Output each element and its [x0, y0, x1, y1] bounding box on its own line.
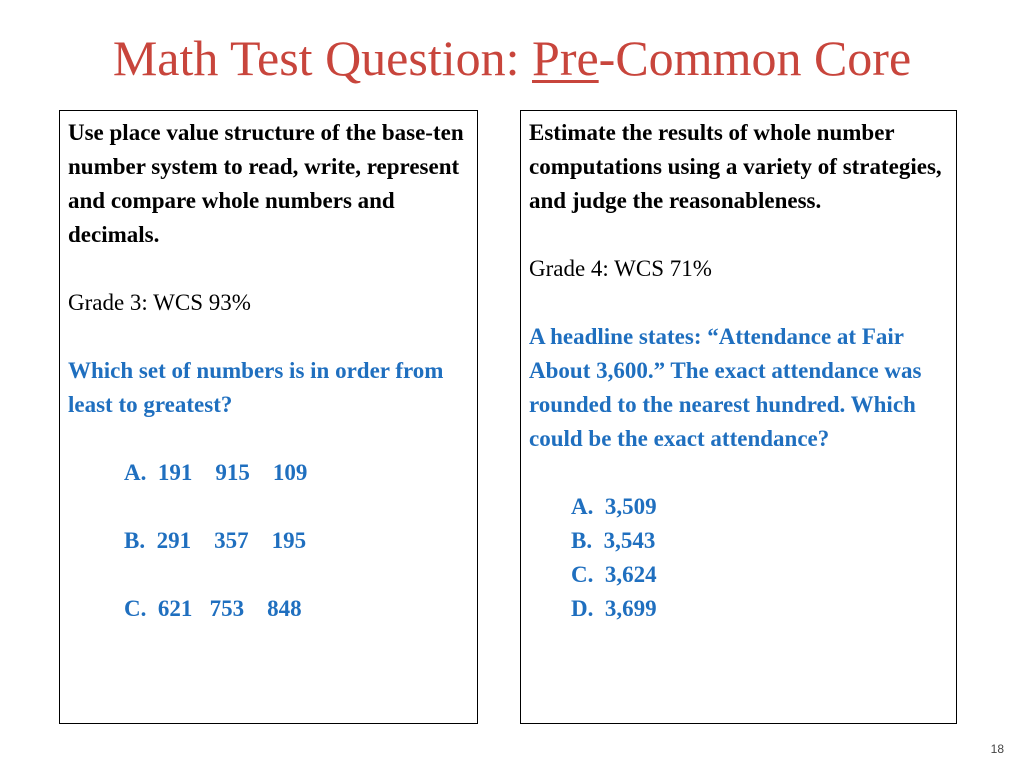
right-choice-b: B. 3,543: [571, 528, 656, 553]
right-question-text: A headline states: “Attendance at Fair About 3,600.” The exact attendance was rounded to the nearest hundred. Which could be the exact attendance?: [529, 324, 922, 451]
left-grade-text: Grade 3: WCS 93%: [68, 290, 251, 315]
left-choice-c: C. 621 753 848: [124, 596, 302, 621]
title-underlined-word: Pre: [532, 30, 599, 86]
right-answer-choices: [529, 490, 948, 626]
slide-title: [0, 28, 1024, 88]
left-choice-b: B. 291 357 195: [124, 528, 307, 553]
right-standard-text: Estimate the results of whole number computations using a variety of strategies, and judge the reasonableness.: [529, 120, 942, 213]
right-question-box: [520, 110, 957, 724]
right-choice-a: A. 3,509: [571, 494, 657, 519]
left-answer-choices: [68, 456, 469, 626]
left-standard-text: Use place value structure of the base-ten number system to read, write, represent and compare whole numbers and decimals.: [68, 120, 464, 247]
page-number: 18: [990, 742, 1004, 756]
left-choice-a: A. 191 915 109: [124, 460, 308, 485]
right-choice-c: C. 3,624: [571, 562, 657, 587]
title-part1: Math Test Question:: [112, 30, 533, 86]
right-choice-d: D. 3,699: [571, 596, 657, 621]
left-question-text: Which set of numbers is in order from least to greatest?: [68, 358, 444, 417]
right-grade-text: Grade 4: WCS 71%: [529, 256, 712, 281]
left-question-box: [59, 110, 478, 724]
title-part2: -Common Core: [598, 30, 912, 86]
